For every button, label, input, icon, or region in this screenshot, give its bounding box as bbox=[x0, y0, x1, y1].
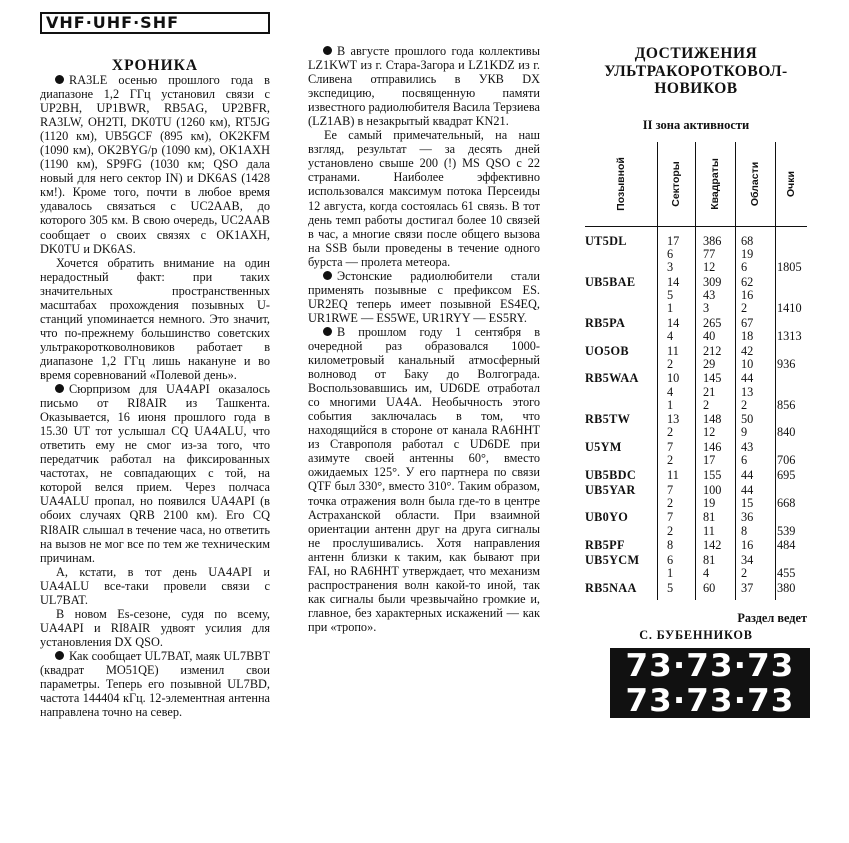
table-row bbox=[585, 524, 807, 538]
table-cell: 6 bbox=[667, 552, 674, 567]
table-cell: 539 bbox=[777, 523, 796, 538]
table-cell: 11 bbox=[667, 343, 679, 358]
table-cell: 34 bbox=[741, 552, 754, 567]
table-cell: 11 bbox=[667, 467, 679, 482]
table-cell: 380 bbox=[777, 580, 796, 595]
table-row bbox=[585, 581, 807, 595]
callsign-cell: RB5PF bbox=[585, 538, 625, 553]
table-header bbox=[779, 150, 803, 218]
table-cell: 77 bbox=[703, 247, 716, 262]
achievements-table bbox=[585, 142, 807, 600]
callsign-cell: UB5BDC bbox=[585, 467, 636, 482]
bullet-icon bbox=[55, 651, 64, 660]
paragraph-text: В прошлом году 1 сентября в очередной раз образовался 1000-километровый канальный атмосферный волновод от Баку до Волгограда. Воспользовавшись им, UD6DE отработал со многими UA4A. Необычность этого события заключалась в том, что находящийся в стороне от канала RA6HHT из Ставрополя работал с UD6DE при азимуте своей антенны 60°, вместо ожидаемых 125°. У его партнера по связи QTF был 330°, вместо 310°. Таким образом, точка отражения волн была где-то в центре Астраханской области. При взаимной ориентации антенн друг на друга сигналы не прослушивались. Хотя направления антенн близки к таким, как бывают при FAI, но RA6HHT утверждает, что механизм распространения волн какой-то иной, так как сигналы были чрезвычайно громкие и, главное, без характерных искажений — как при «тропо». bbox=[308, 324, 540, 634]
table-cell: 1 bbox=[667, 397, 674, 412]
callsign-cell: UB5BAE bbox=[585, 274, 636, 289]
table-cell: 2 bbox=[667, 523, 674, 538]
section-banner bbox=[40, 12, 270, 34]
zone-label: II зона активности bbox=[642, 118, 750, 132]
table-row bbox=[585, 425, 807, 439]
table-row bbox=[585, 412, 807, 426]
table-cell: 62 bbox=[741, 274, 754, 289]
table-cell: 19 bbox=[703, 495, 716, 510]
table-cell: 3 bbox=[703, 301, 710, 316]
table-cell: 706 bbox=[777, 453, 796, 468]
table-cell: 2 bbox=[741, 301, 748, 316]
table-row bbox=[585, 329, 807, 343]
article-paragraph bbox=[40, 607, 270, 649]
table-row bbox=[585, 538, 807, 552]
logo-line-1: 73·73·73 bbox=[625, 648, 795, 684]
table-cell: 36 bbox=[741, 510, 754, 525]
table-cell: 12 bbox=[703, 425, 716, 440]
table-cell: 44 bbox=[741, 467, 754, 482]
article-paragraph bbox=[308, 325, 540, 634]
news-column-2 bbox=[308, 44, 540, 634]
paragraph-text: Эстонские радиолюбители стали применять позывные с префиксом ES. UR2EQ теперь имеет позывной ES4EQ, UR1RWE — ES5WE, UR1RYY — ES5RY. bbox=[308, 268, 540, 325]
table-row bbox=[585, 385, 807, 399]
table-cell: 4 bbox=[703, 566, 710, 580]
bullet-icon bbox=[55, 75, 64, 84]
table-cell: 43 bbox=[741, 440, 754, 455]
table-cell: 212 bbox=[703, 343, 722, 358]
table-cell: 11 bbox=[703, 523, 715, 538]
table-row bbox=[585, 316, 807, 330]
table-row bbox=[585, 398, 807, 412]
article-paragraph bbox=[40, 565, 270, 607]
achievements-title-line: ДОСТИЖЕНИЯ bbox=[634, 45, 758, 62]
table-cell: 3 bbox=[667, 260, 674, 275]
khronika-heading: ХРОНИКА bbox=[111, 57, 199, 74]
callsign-cell: UB5YAR bbox=[585, 482, 636, 497]
table-cell: 21 bbox=[703, 384, 716, 399]
table-cell: 155 bbox=[703, 467, 722, 482]
table-cell: 2 bbox=[667, 453, 674, 468]
table-cell: 40 bbox=[703, 328, 716, 343]
bullet-icon bbox=[55, 384, 64, 393]
table-cell: 1 bbox=[667, 566, 674, 580]
table-cell: 265 bbox=[703, 315, 722, 330]
table-cell: 5 bbox=[667, 580, 674, 595]
table-cell: 6 bbox=[741, 260, 748, 275]
callsign-cell: UT5DL bbox=[585, 234, 627, 248]
table-cell: 4 bbox=[667, 384, 674, 399]
achievements-heading bbox=[585, 45, 807, 98]
article-paragraph bbox=[308, 269, 540, 325]
table-row bbox=[585, 301, 807, 315]
table-cell: 10 bbox=[667, 371, 680, 386]
table-header bbox=[703, 150, 727, 218]
callsign-cell: RB5NAA bbox=[585, 580, 637, 595]
paragraph-text: В новом Es-сезоне, судя по всему, UA4API и RI8AIR удвоят усилия для установления DX QSO. bbox=[40, 606, 270, 649]
paragraph-text: Как сообщает UL7BAT, маяк UL7BBT (квадрат MO51QE) изменил свои параметры. Теперь его позывной UL7BD, частота 144404 кГц. 12-элементная антенна направлена точно на север. bbox=[40, 648, 270, 720]
table-cell: 16 bbox=[741, 538, 754, 553]
table-header-label: Области bbox=[749, 161, 761, 207]
paragraph-text: Хочется обратить внимание на один нерадостный факт: при таких значительных пространственных масштабах прохождения позывных U-станций упоминается немного. Это значит, что по-прежнему большинство советских ультракоротковолновиков работает в диапазоне 1,2 ГГц лишь накануне и во время соревнований «Полевой день». bbox=[40, 255, 270, 382]
table-row bbox=[585, 288, 807, 302]
khronika-column bbox=[40, 73, 270, 719]
table-cell: 44 bbox=[741, 482, 754, 497]
table-cell: 1313 bbox=[777, 328, 802, 343]
article-paragraph bbox=[308, 128, 540, 268]
table-cell: 455 bbox=[777, 566, 796, 580]
table-cell: 2 bbox=[667, 356, 674, 371]
table-cell: 81 bbox=[703, 510, 716, 525]
bullet-icon bbox=[323, 271, 332, 280]
table-header bbox=[664, 150, 688, 218]
callsign-cell: U5YM bbox=[585, 440, 622, 455]
article-paragraph bbox=[40, 73, 270, 256]
table-cell: 7 bbox=[667, 440, 674, 455]
table-cell: 142 bbox=[703, 538, 722, 553]
table-row bbox=[585, 440, 807, 454]
table-header-label: Очки bbox=[785, 171, 797, 197]
table-row bbox=[585, 357, 807, 371]
table-cell: 42 bbox=[741, 343, 754, 358]
table-cell: 43 bbox=[703, 288, 716, 302]
article-paragraph bbox=[40, 382, 270, 565]
article-paragraph bbox=[40, 256, 270, 382]
table-cell: 37 bbox=[741, 580, 754, 595]
table-cell: 2 bbox=[741, 397, 748, 412]
bullet-icon bbox=[323, 46, 332, 55]
article-paragraph bbox=[308, 44, 540, 128]
table-header bbox=[609, 150, 633, 218]
table-cell: 1805 bbox=[777, 260, 802, 275]
paragraph-text: Ее самый примечательный, на наш взгляд, результат — за десять дней установлено свыше 200 (!) MS QSO с 22 странами. Наиболее эффективно использовался максимум потока Персеиды 12 августа, когда состоялась 61 связь. В тот день темп работы достигал более 10 связей в час, а многие связи после общего вызова на SSB были проведены в течение одного бурста — пролета метеора. bbox=[308, 128, 540, 269]
table-row bbox=[585, 260, 807, 274]
table-cell: 7 bbox=[667, 510, 674, 525]
table-cell: 1410 bbox=[777, 301, 802, 316]
73-logo bbox=[610, 648, 810, 718]
table-row bbox=[585, 566, 807, 580]
table-cell: 10 bbox=[741, 356, 754, 371]
table-cell: 12 bbox=[703, 260, 716, 275]
table-cell: 936 bbox=[777, 356, 796, 371]
table-cell: 14 bbox=[667, 315, 680, 330]
table-cell: 13 bbox=[741, 384, 754, 399]
table-cell: 2 bbox=[703, 397, 710, 412]
table-header-label: Секторы bbox=[670, 161, 682, 207]
callsign-cell: RB5PA bbox=[585, 315, 626, 330]
table-cell: 386 bbox=[703, 234, 722, 248]
table-cell: 18 bbox=[741, 328, 754, 343]
callsign-cell: RB5TW bbox=[585, 412, 631, 427]
table-cell: 840 bbox=[777, 425, 796, 440]
table-row bbox=[585, 234, 807, 248]
table-cell: 16 bbox=[741, 288, 754, 302]
callsign-cell: UB5YCM bbox=[585, 552, 640, 567]
table-cell: 67 bbox=[741, 315, 754, 330]
table-row bbox=[585, 453, 807, 467]
table-cell: 29 bbox=[703, 356, 716, 371]
table-cell: 6 bbox=[667, 247, 674, 262]
table-cell: 14 bbox=[667, 274, 680, 289]
editor-name: С. БУБЕННИКОВ bbox=[639, 628, 753, 642]
table-header-label: Позывной bbox=[615, 157, 627, 211]
paragraph-text: В августе прошлого года коллективы LZ1KWT из г. Стара-Загора и LZ1KDZ из г. Сливена отправились в УКВ DX экспедицию, посвященную памяти известного радиолюбителя Васила Терзиева (LZ1AB) в незакрытый квадрат KN21. bbox=[308, 44, 540, 129]
table-cell: 145 bbox=[703, 371, 722, 386]
table-cell: 695 bbox=[777, 467, 796, 482]
callsign-cell: RB5WAA bbox=[585, 371, 639, 386]
table-row bbox=[585, 344, 807, 358]
bullet-icon bbox=[323, 327, 332, 336]
table-cell: 44 bbox=[741, 371, 754, 386]
table-cell: 146 bbox=[703, 440, 722, 455]
table-cell: 8 bbox=[667, 538, 674, 553]
table-cell: 148 bbox=[703, 412, 722, 427]
callsign-cell: UO5OB bbox=[585, 343, 629, 358]
table-cell: 856 bbox=[777, 397, 796, 412]
table-cell: 50 bbox=[741, 412, 754, 427]
table-header bbox=[743, 150, 767, 218]
paragraph-text: А, кстати, в тот день UA4API и UA4ALU все-таки провели связи с UL7BAT. bbox=[40, 564, 270, 607]
table-cell: 668 bbox=[777, 495, 796, 510]
table-cell: 81 bbox=[703, 552, 716, 567]
table-cell: 2 bbox=[667, 495, 674, 510]
table-row bbox=[585, 247, 807, 261]
achievements-title-line: УЛЬТРАКОРОТКОВОЛ- bbox=[604, 62, 788, 80]
table-cell: 60 bbox=[703, 580, 716, 595]
table-cell: 2 bbox=[667, 425, 674, 440]
table-cell: 7 bbox=[667, 482, 674, 497]
editor-caption: Раздел ведет bbox=[737, 611, 807, 625]
table-cell: 15 bbox=[741, 495, 754, 510]
paragraph-text: Сюрпризом для UA4API оказалось письмо от RI8AIR из Ташкента. Оказывается, 16 июня прошлого года в 15.30 UT тот услышал CQ UA4ALU, что ответить ему не смог из-за того, что передатчик работал на фиксированных частотах, не совпадающих с той, на которой велся прием. Через полчаса UA4ALU пропал, но появился UA4API (в обоих случаях QRB 2100 км). Его CQ RI8AIR слышал в течение часа, но ответить на вызов не мог все по тем же техническим причинам. bbox=[40, 382, 270, 565]
table-cell: 17 bbox=[703, 453, 716, 468]
table-cell: 1 bbox=[667, 301, 674, 316]
table-row bbox=[585, 371, 807, 385]
paragraph-text: RA3LE осенью прошлого года в диапазоне 1,2 ГГц установил связи с UP2BH, UP1BWR, RB5AG, UP2BFR, RA3LW, OH2TI, DK0TU (1260 км), RT5JG (1120 км), UB5GCF (895 км), OK2KFM (1090 км), OK2BYG/p (1090 км), OK1AXH (1190 км), SP9FG (1030 км; QSO дала новый для него сектор IN) и DK6AS (1428 км!). Кроме того, почти в любое время удавалось связаться с UC2AAB, до которого 305 км. В свою очередь, UC2AAB сообщает о своих связях с OK1AXH, DK0TU и DK6AS. bbox=[40, 73, 270, 256]
table-cell: 309 bbox=[703, 274, 722, 289]
table-header-label: Квадраты bbox=[709, 158, 721, 210]
table-cell: 6 bbox=[741, 453, 748, 468]
table-cell: 17 bbox=[667, 234, 680, 248]
table-cell: 484 bbox=[777, 538, 796, 553]
table-cell: 8 bbox=[741, 523, 748, 538]
logo-line-2: 73·73·73 bbox=[625, 683, 795, 718]
table-cell: 2 bbox=[741, 566, 748, 580]
table-cell: 5 bbox=[667, 288, 674, 302]
table-row bbox=[585, 275, 807, 289]
callsign-cell: UB0YO bbox=[585, 510, 629, 525]
table-cell: 13 bbox=[667, 412, 680, 427]
achievements-title-line: НОВИКОВ bbox=[654, 80, 738, 97]
table-cell: 68 bbox=[741, 234, 754, 248]
table-row bbox=[585, 483, 807, 497]
banner-title: VHF·UHF·SHF bbox=[46, 13, 180, 32]
table-row bbox=[585, 496, 807, 510]
table-cell: 4 bbox=[667, 328, 674, 343]
table-row bbox=[585, 510, 807, 524]
table-cell: 100 bbox=[703, 482, 722, 497]
table-cell: 19 bbox=[741, 247, 754, 262]
table-row bbox=[585, 553, 807, 567]
table-header-rule bbox=[585, 226, 807, 227]
article-paragraph bbox=[40, 649, 270, 719]
table-cell: 9 bbox=[741, 425, 748, 440]
table-row bbox=[585, 468, 807, 482]
